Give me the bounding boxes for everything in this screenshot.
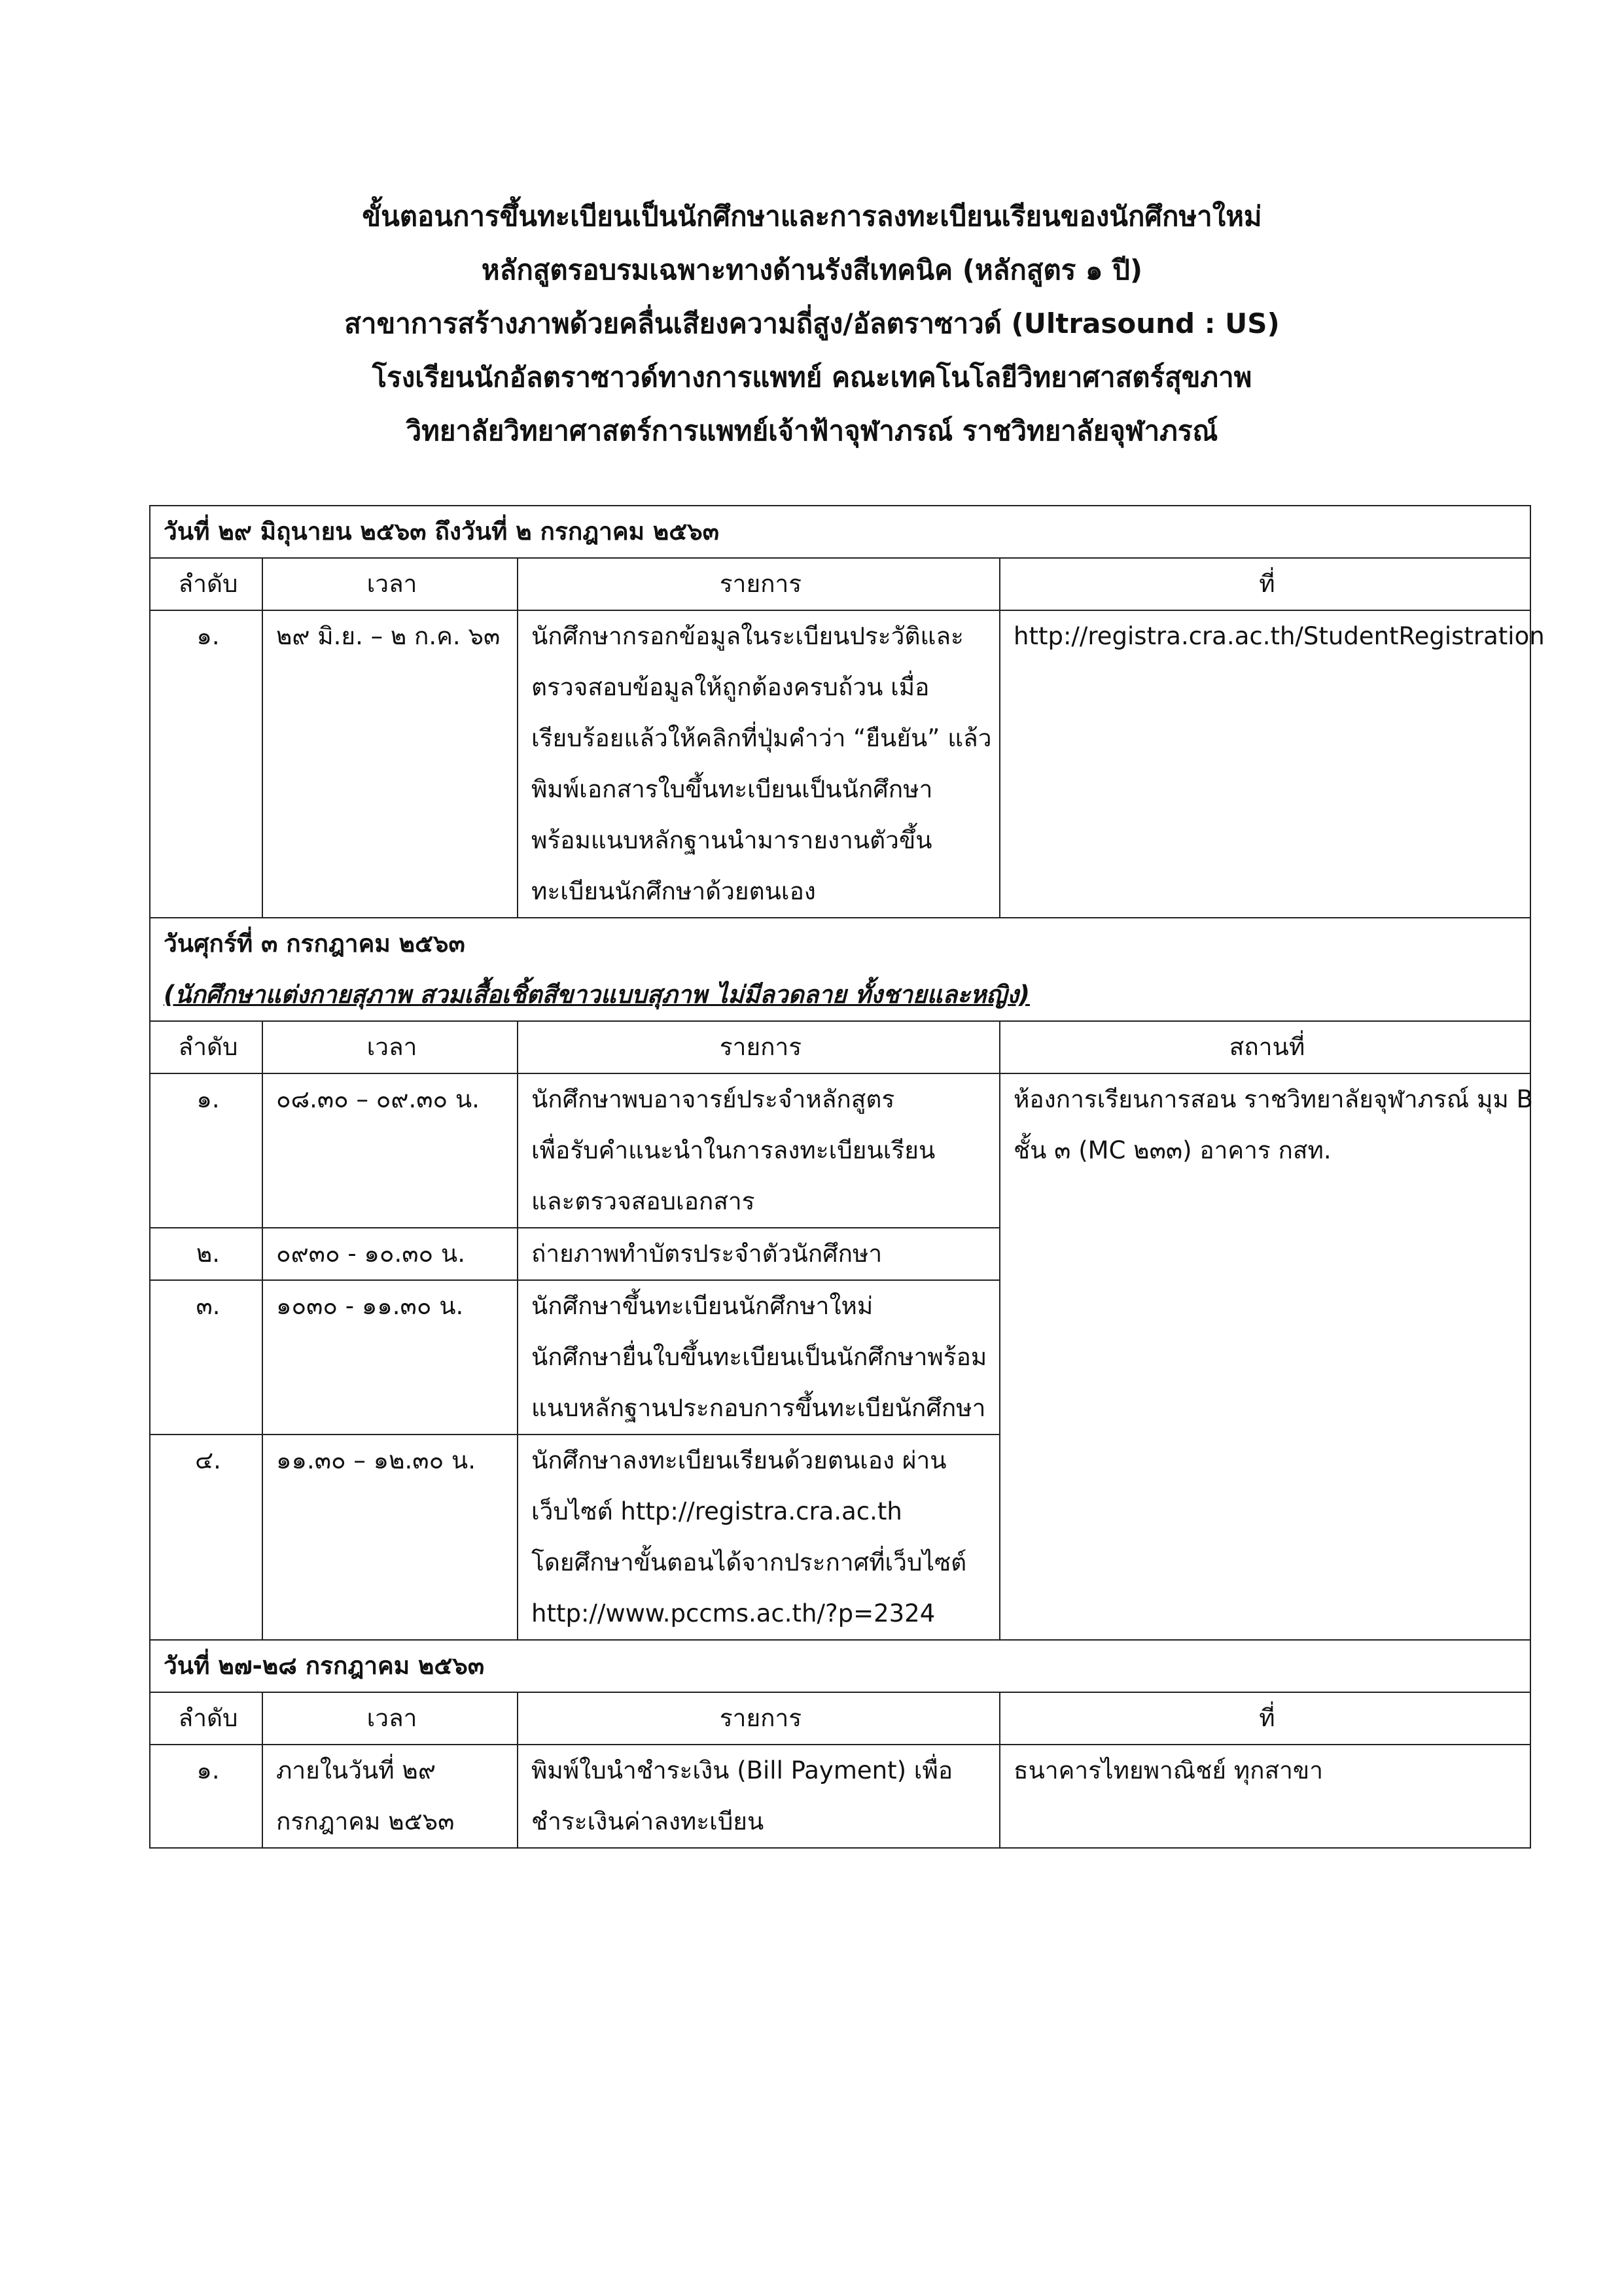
row-number: ๒. (150, 1228, 262, 1280)
item-line: เรียบร้อยแล้วให้คลิกที่ปุ่มคำว่า “ยืนยัน” แล้ว (531, 724, 992, 752)
table-row (150, 1745, 1530, 1848)
section-date: วันที่ ๒๙ มิถุนายน ๒๕๖๓ ถึงวันที่ ๒ กรกฎาคม ๒๕๖๓ (150, 506, 1530, 558)
item-line: นักศึกษาลงทะเบียนเรียนด้วยตนเอง ผ่าน (531, 1446, 947, 1474)
column-header-item: รายการ (518, 1021, 1000, 1073)
dress-code-note: (นักศึกษาแต่งกายสุภาพ สวมเสื้อเชิ้ตสีขาวแบบสุภาพ ไม่มีลวดลาย ทั้งชายและหญิง) (164, 981, 1030, 1009)
row-item (518, 1073, 1000, 1228)
table-row (150, 1073, 1530, 1228)
row-item (518, 1745, 1000, 1848)
column-header-place: ที่ (1000, 558, 1530, 610)
item-line: ถ่ายภาพทำบัตรประจำตัวนักศึกษา (531, 1240, 883, 1268)
item-line: นักศึกษาพบอาจารย์ประจำหลักสูตร (531, 1085, 895, 1113)
heading-line: วิทยาลัยวิทยาศาสตร์การแพทย์เจ้าฟ้าจุฬาภรณ์ ราชวิทยาลัยจุฬาภรณ์ (406, 415, 1218, 447)
row-place: ธนาคารไทยพาณิชย์ ทุกสาขา (1000, 1745, 1530, 1848)
row-place (1000, 1073, 1533, 1640)
row-number: ๑. (150, 1073, 262, 1228)
section-date-row (150, 918, 1530, 1021)
column-header-row (150, 1692, 1530, 1745)
column-header-item: รายการ (518, 1692, 1000, 1745)
item-line: โดยศึกษาขั้นตอนได้จากประกาศที่เว็บไซต์ (531, 1548, 967, 1576)
column-header-no: ลำดับ (150, 1692, 262, 1745)
document-heading (0, 190, 1624, 458)
section-date-row (150, 506, 1530, 558)
section-date: วันศุกร์ที่ ๓ กรกฎาคม ๒๕๖๓ (164, 930, 465, 958)
item-line: เพื่อรับคำแนะนำในการลงทะเบียนเรียน (531, 1136, 936, 1164)
row-time: ๒๙ มิ.ย. – ๒ ก.ค. ๖๓ (262, 610, 518, 918)
item-line: ตรวจสอบข้อมูลให้ถูกต้องครบถ้วน เมื่อ (531, 673, 930, 701)
column-header-row (150, 558, 1530, 610)
item-line: http://www.pccms.ac.th/?p=2324 (531, 1599, 936, 1627)
column-header-time: เวลา (262, 1692, 518, 1745)
row-item (518, 610, 1000, 918)
column-header-no: ลำดับ (150, 1021, 262, 1073)
heading-line: ขั้นตอนการขึ้นทะเบียนเป็นนักศึกษาและการลงทะเบียนเรียนของนักศึกษาใหม่ (362, 200, 1262, 232)
item-line: พร้อมแนบหลักฐานนำมารายงานตัวขึ้น (531, 826, 932, 854)
item-line: นักศึกษายื่นใบขึ้นทะเบียนเป็นนักศึกษาพร้อม (531, 1343, 987, 1371)
row-number: ๓. (150, 1280, 262, 1435)
row-item (518, 1435, 1000, 1640)
heading-line: สาขาการสร้างภาพด้วยคลื่นเสียงความถี่สูง/อัลตราซาวด์ (Ultrasound : US) (344, 307, 1280, 339)
row-time: ๐๙๓๐ - ๑๐.๓๐ น. (262, 1228, 518, 1280)
column-header-time: เวลา (262, 558, 518, 610)
schedule-table (149, 505, 1545, 1849)
heading-line: โรงเรียนนักอัลตราซาวด์ทางการแพทย์ คณะเทคโนโลยีวิทยาศาสตร์สุขภาพ (372, 361, 1252, 393)
row-number: ๑. (150, 610, 262, 918)
heading-line: หลักสูตรอบรมเฉพาะทางด้านรังสีเทคนิค (หลักสูตร ๑ ปี) (481, 254, 1143, 286)
item-line: นักศึกษาขึ้นทะเบียนนักศึกษาใหม่ (531, 1292, 874, 1320)
section-date: วันที่ ๒๗-๒๘ กรกฎาคม ๒๕๖๓ (150, 1640, 1530, 1692)
row-time (262, 1745, 518, 1848)
row-number: ๑. (150, 1745, 262, 1848)
row-time: ๑๑.๓๐ – ๑๒.๓๐ น. (262, 1435, 518, 1640)
item-line: ทะเบียนนักศึกษาด้วยตนเอง (531, 877, 816, 905)
place-line: ชั้น ๓ (MC ๒๓๓) อาคาร กสท. (1014, 1136, 1332, 1164)
item-line: ชำระเงินค่าลงทะเบียน (531, 1807, 764, 1835)
column-header-item: รายการ (518, 558, 1000, 610)
time-line: ภายในวันที่ ๒๙ (276, 1756, 436, 1784)
column-header-row (150, 1021, 1530, 1073)
row-number: ๔. (150, 1435, 262, 1640)
item-line: พิมพ์เอกสารใบขึ้นทะเบียนเป็นนักศึกษา (531, 775, 933, 803)
item-line: พิมพ์ใบนำชำระเงิน (Bill Payment) เพื่อ (531, 1756, 953, 1784)
section-date-row (150, 1640, 1530, 1692)
row-place: http://registra.cra.ac.th/StudentRegistration (1000, 610, 1530, 918)
row-time: ๐๘.๓๐ – ๐๙.๓๐ น. (262, 1073, 518, 1228)
column-header-place: สถานที่ (1000, 1021, 1530, 1073)
item-line: นักศึกษากรอกข้อมูลในระเบียนประวัติและ (531, 622, 964, 650)
item-line: และตรวจสอบเอกสาร (531, 1187, 755, 1215)
row-item (518, 1280, 1000, 1435)
column-header-time: เวลา (262, 1021, 518, 1073)
time-line: กรกฎาคม ๒๕๖๓ (276, 1807, 455, 1835)
item-line: เว็บไซต์ http://registra.cra.ac.th (531, 1497, 902, 1525)
place-line: ห้องการเรียนการสอน ราชวิทยาลัยจุฬาภรณ์ มุม B (1014, 1085, 1533, 1113)
item-line: แนบหลักฐานประกอบการขึ้นทะเบียนักศึกษา (531, 1394, 986, 1422)
column-header-no: ลำดับ (150, 558, 262, 610)
column-header-place: ที่ (1000, 1692, 1530, 1745)
row-item (518, 1228, 1000, 1280)
table-row (150, 610, 1530, 918)
row-time: ๑๐๓๐ - ๑๑.๓๐ น. (262, 1280, 518, 1435)
